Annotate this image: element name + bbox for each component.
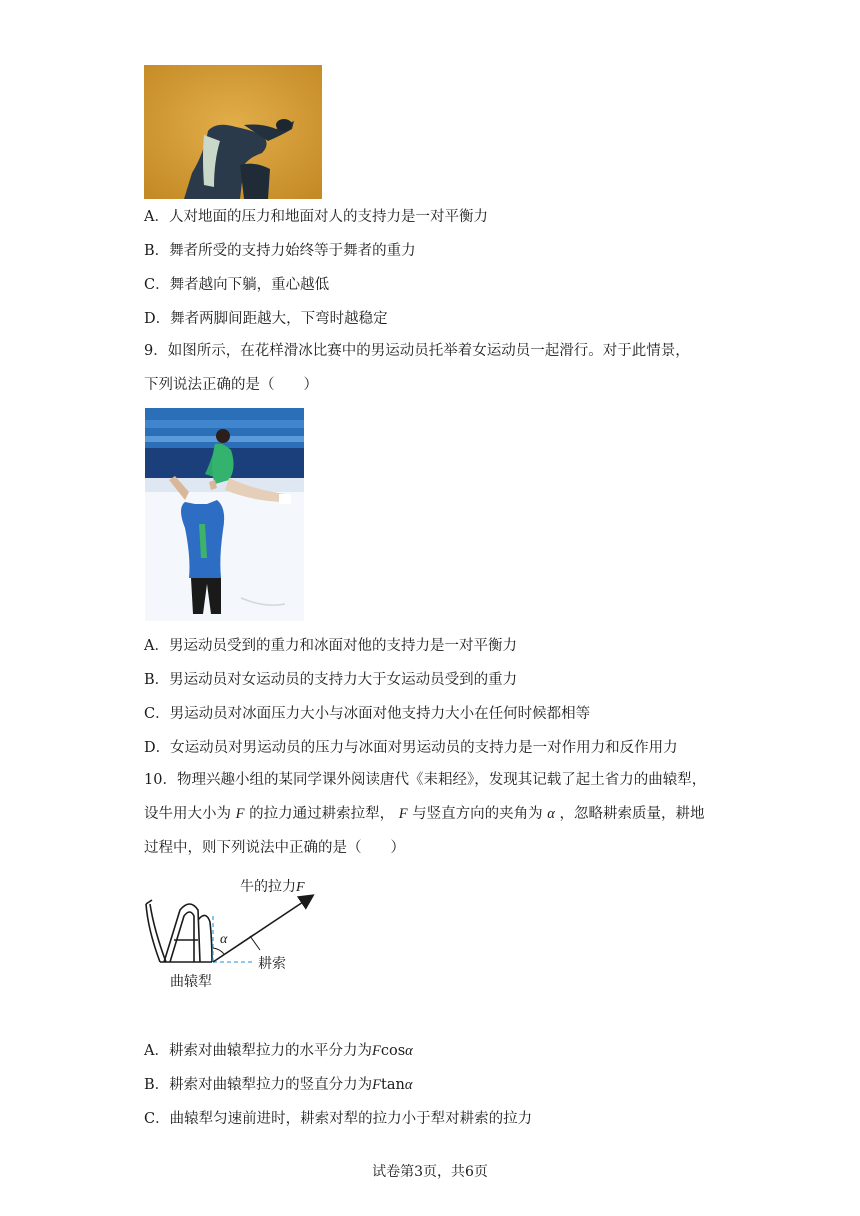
- skating-photo: [145, 408, 304, 621]
- force-label-symbol: F: [296, 880, 305, 895]
- q10-option-b-alpha: α: [404, 1077, 413, 1093]
- angle-arc: [213, 948, 224, 954]
- angle-label: α: [220, 932, 228, 947]
- dancer-photo: [144, 65, 322, 199]
- rope-leader-line: [250, 936, 260, 950]
- page-footer: 试卷第3页，共6页: [372, 1164, 488, 1180]
- q9-option-b: B．男运动员对女运动员的支持力大于女运动员受到的重力: [144, 672, 518, 688]
- q10-option-b-f: F: [372, 1077, 382, 1093]
- q8-option-b: B．舞者所受的支持力始终等于舞者的重力: [144, 243, 416, 259]
- q10-option-a-text: A．耕索对曲辕犁拉力的水平分力为: [144, 1043, 372, 1059]
- q10-option-c: C．曲辕犁匀速前进时，耕索对犁的拉力小于犁对耕索的拉力: [144, 1111, 533, 1127]
- q10-option-b-text: B．耕索对曲辕犁拉力的竖直分力为: [144, 1077, 373, 1093]
- q9-option-d: D．女运动员对男运动员的压力与冰面对男运动员的支持力是一对作用力和反作用力: [144, 740, 678, 756]
- q10-stem-line1: 10．物理兴趣小组的某同学课外阅读唐代《耒耜经》，发现其记载了起土省力的曲辕犁，: [144, 772, 707, 788]
- q10-stem-line2: [144, 804, 705, 824]
- q10-option-a-alpha: α: [405, 1043, 413, 1059]
- plow-diagram: [140, 870, 340, 992]
- q10-stem-f1: F: [235, 806, 245, 822]
- q10-stem-f2: F: [398, 806, 408, 822]
- dancer-illustration: [144, 65, 322, 199]
- plow-drawing: [146, 900, 212, 962]
- force-label: [240, 876, 305, 896]
- q10-stem-text-a: 设牛用大小为: [144, 806, 231, 822]
- q8-option-d: D．舞者两脚间距越大，下弯时越稳定: [144, 311, 388, 327]
- q8-option-a: A．人对地面的压力和地面对人的支持力是一对平衡力: [144, 209, 488, 225]
- q10-stem-text-c: 与竖直方向的夹角为: [412, 806, 543, 822]
- q10-stem-text-b: 的拉力通过耕索拉犁，: [249, 806, 395, 822]
- q9-stem-line2: 下列说法正确的是（ ）: [144, 377, 318, 393]
- q10-stem-text-d: ，忽略耕索质量，耕地: [559, 806, 705, 822]
- q8-option-c: C．舞者越向下躺，重心越低: [144, 277, 330, 293]
- q10-option-b-fn: tan: [381, 1077, 405, 1093]
- plow-label: 曲辕犁: [170, 974, 212, 990]
- skating-illustration: [145, 408, 304, 621]
- q10-option-a-f: F: [371, 1043, 381, 1059]
- force-label-text: 牛的拉力: [240, 879, 296, 895]
- q10-option-a: [144, 1041, 413, 1061]
- q10-option-b: [144, 1075, 412, 1095]
- rope-label: 耕索: [258, 956, 286, 972]
- q10-stem-alpha: α: [547, 806, 555, 822]
- q10-stem-line3: 过程中，则下列说法中正确的是（ ）: [144, 840, 405, 856]
- q9-stem-line1: 9．如图所示，在花样滑冰比赛中的男运动员托举着女运动员一起滑行。对于此情景，: [144, 343, 690, 359]
- q9-option-a: A．男运动员受到的重力和冰面对他的支持力是一对平衡力: [144, 638, 517, 654]
- q10-option-a-fn: cos: [380, 1043, 406, 1059]
- q9-option-c: C．男运动员对冰面压力大小与冰面对他支持力大小在任何时候都相等: [144, 706, 591, 722]
